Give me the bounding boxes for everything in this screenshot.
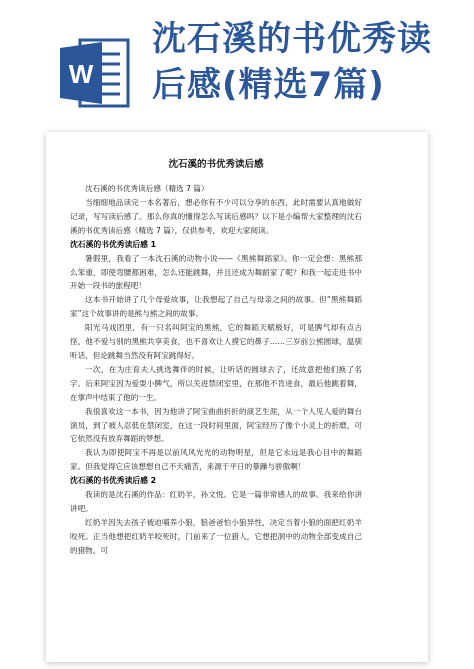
paragraph: 这本书开始讲了几个母爱故事，让我想起了自己与母亲之间的故事。但“黑熊舞蹈家”这个故事讲的是熊与熊之间的故事。: [70, 295, 362, 319]
banner-title: 沈石溪的书优秀读后感(精选7篇): [152, 19, 432, 105]
section-1-heading: 沈石溪的书优秀读后感 1: [70, 239, 157, 249]
paragraph: 一次，在为庄育夫人挑选舞伴的时候，让听话的圆球去了，还故意把他们换了名字。后来阿宝因为爱耍小脾气，所以关进禁闭室里，在那他不肯进食，最后他跳着舞，在掌声中结束了他的一生。: [70, 364, 362, 402]
document-subtitle: 沈石溪的书优秀读后感（精选 7 篇）: [85, 184, 209, 193]
paragraph: 我认为即使阿宝不再是以前风风光光的动物明星，但是它永远是我心目中的舞蹈家。但我觉得它应该想想自己不天痛苦，来源于平日的暴躁与骄傲啊！: [70, 448, 362, 472]
paragraph: 红奶羊因失去孩子被迫哺养小狼，狼爸爸怕小狼异性，决定当着小狼的面把红奶羊咬死。正当他想把红奶羊咬死时，门前来了一位猎人，它想把洞中的动物全部变成自己的猎物。可: [70, 517, 362, 555]
paragraph: 我读的是沈石溪的作品：红奶羊，孙文悦。它是一篇非常感人的故事。我来给你讲讲吧。: [70, 490, 362, 514]
document-content: [70, 158, 362, 558]
intro-paragraph: 当细细地品读完一本名著后，想必你有不少可以分享的东西，此时需要认真地做好记录，写写读后感了。那么你真的懂得怎么写读后感吗？以下是小编帮大家整理的沈石溪的书优秀读后感（精选 7 篇），仅供参考，欢迎大家阅读。: [70, 197, 362, 235]
word-icon-letter: W: [68, 59, 94, 89]
paragraph: 阳光马戏团里，有一只名叫阿宝的黑熊，它的舞蹈天赋极好，可是脾气却有点古怪，他不爱与别的黑熊共享美食，也不喜欢让人摸它的鼻子……三岁前公熊圆球，温驯听话，但论跳舞当然没有阿宝跳得好。: [70, 323, 362, 360]
section-2-heading: 沈石溪的书优秀读后感 2: [70, 476, 157, 486]
paragraph: 暑假里，我看了一本沈石溪的动物小说——《黑熊舞蹈家》。你一定会想：黑熊那么笨重，即使弯腰都困难，怎么还能跳舞，并且还成为舞蹈家了呢？和我一起走进书中开始一段书的旅程吧！: [70, 253, 362, 291]
document-title: 沈石溪的书优秀读后感: [168, 159, 264, 170]
word-document-icon: [58, 36, 132, 110]
paragraph: 我很喜欢这一本书，因为他讲了阿宝曲曲折折的演艺生涯，从一个人见人爱的舞台演员，到了被人忍低在禁闭室，在这一段时间里面，阿宝经历了像个小灵上的折磨，可它依然没有放弃舞蹈的梦想。: [70, 406, 362, 444]
